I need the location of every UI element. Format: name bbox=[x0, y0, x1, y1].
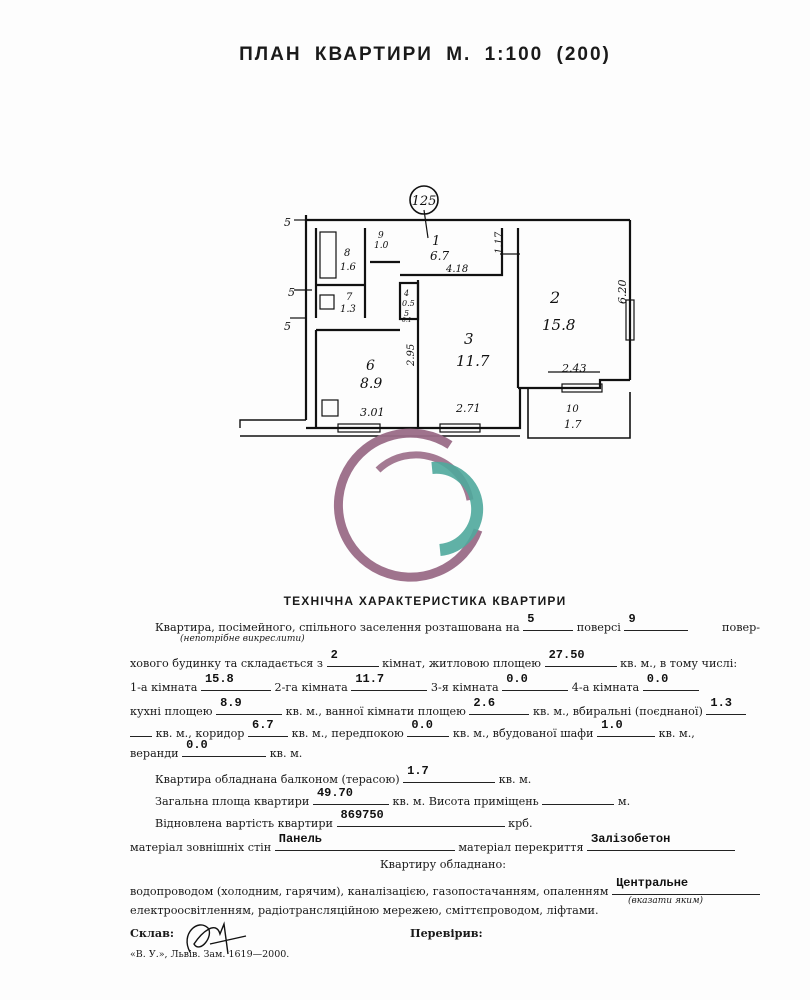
room-8-number: 8 bbox=[344, 248, 351, 259]
wc-field[interactable] bbox=[706, 696, 746, 715]
line-4 bbox=[130, 696, 746, 719]
plan-wall-top bbox=[306, 215, 630, 220]
veranda-km: кв. м. bbox=[269, 747, 303, 760]
room-8-area: 1.6 bbox=[340, 262, 356, 273]
dim-620: 6.20 bbox=[616, 279, 629, 304]
r4-value: 0.0 bbox=[646, 672, 669, 686]
r1-value: 15.8 bbox=[204, 672, 234, 686]
room-4-number: 4 bbox=[404, 289, 410, 298]
r2-value: 11.7 bbox=[355, 672, 385, 686]
plan-stove bbox=[322, 400, 338, 416]
height-label: кв. м. Висота приміщень bbox=[392, 795, 539, 808]
r3-field[interactable] bbox=[502, 672, 568, 691]
line-balcony bbox=[155, 764, 532, 787]
dim-243: 2.43 bbox=[562, 362, 587, 375]
balcony-label: Квартира обладнана балконом (терасою) bbox=[155, 773, 400, 786]
walls-label: матеріал зовнішніх стін bbox=[130, 841, 272, 854]
r1-label: 1-а кімната bbox=[130, 681, 198, 694]
room-2-number: 2 bbox=[550, 288, 561, 307]
line-6 bbox=[130, 738, 303, 761]
living-area-value: 27.50 bbox=[548, 648, 585, 662]
room-3-area: 11.7 bbox=[456, 352, 490, 370]
room-2-area: 15.8 bbox=[542, 316, 576, 334]
room-6-area: 8.9 bbox=[360, 376, 383, 392]
room-5-area: 0.1 bbox=[402, 317, 412, 324]
balcony-value: 1.7 bbox=[407, 764, 429, 778]
plan-ground-line bbox=[240, 420, 306, 428]
hall-value: 0.0 bbox=[411, 718, 433, 732]
room-1-area: 6.7 bbox=[430, 249, 450, 263]
cost-field[interactable] bbox=[337, 808, 505, 827]
room-6-number: 6 bbox=[366, 358, 375, 374]
room-9-number: 9 bbox=[378, 231, 384, 241]
side-mark-2: 5 bbox=[288, 286, 295, 299]
floors-mat-value: Залізобетон bbox=[591, 832, 671, 846]
line-5-lead-blank bbox=[130, 724, 152, 737]
cost-label: Відновлена вартість квартири bbox=[155, 817, 333, 830]
line-1-text-b: поверсі bbox=[576, 621, 621, 634]
corridor-value: 6.7 bbox=[252, 718, 274, 732]
room-10-number: 10 bbox=[566, 404, 579, 415]
side-mark-1: 5 bbox=[284, 216, 291, 229]
side-mark-3: 5 bbox=[284, 320, 291, 333]
r2-field[interactable] bbox=[351, 672, 427, 691]
plan-sink bbox=[320, 295, 334, 309]
utilities-text: водопроводом (холодним, гарячим), каналізацією, газопостачанням, опаленням bbox=[130, 885, 609, 898]
dim-295: 2.95 bbox=[406, 343, 417, 366]
dim-301: 3.01 bbox=[360, 406, 385, 419]
closet-label: кв. м., вбудованої шафи bbox=[452, 727, 594, 740]
plan-title: ПЛАН КВАРТИРИ М. 1:100 (200) bbox=[239, 44, 611, 65]
kitchen-value: 8.9 bbox=[220, 696, 242, 710]
room-5-number: 5 bbox=[404, 309, 410, 318]
room-7-area: 1.3 bbox=[340, 304, 356, 315]
floor-value: 5 bbox=[527, 612, 535, 626]
compiled-label: Склав: bbox=[130, 926, 175, 940]
note-strike: (непотрібне викреслити) bbox=[180, 634, 305, 644]
line-2 bbox=[130, 648, 738, 671]
line-1-text-c: повер- bbox=[722, 621, 761, 634]
r4-label: 4-а кімната bbox=[571, 681, 640, 694]
room-9-area: 1.0 bbox=[374, 241, 389, 251]
tech-title: ТЕХНІЧНА ХАРАКТЕРИСТИКА КВАРТИРИ bbox=[283, 594, 567, 608]
cost-value: 869750 bbox=[340, 808, 384, 822]
total-label: Загальна площа квартири bbox=[155, 795, 310, 808]
footer-print: «В. У.», Львів. Зам. 1619—2000. bbox=[130, 949, 290, 960]
floor-field[interactable] bbox=[523, 612, 573, 631]
height-m: м. bbox=[617, 795, 631, 808]
floors-total-value: 9 bbox=[628, 612, 636, 626]
heating-value: Центральне bbox=[616, 876, 689, 890]
bath-field[interactable] bbox=[469, 696, 529, 715]
walls-value: Панель bbox=[278, 832, 322, 846]
room-1-number: 1 bbox=[432, 234, 441, 249]
bath-value: 2.6 bbox=[473, 696, 496, 710]
floors-mat-field[interactable] bbox=[587, 832, 735, 851]
height-field[interactable] bbox=[542, 792, 614, 805]
r4-field[interactable] bbox=[643, 672, 699, 691]
hall-label: кв. м., передпокою bbox=[291, 727, 404, 740]
line-1-text-a: Квартира, посімейного, спільного заселення розташована на bbox=[155, 621, 520, 634]
veranda-field[interactable] bbox=[182, 738, 266, 757]
floors-mat-label: матеріал перекриття bbox=[458, 841, 584, 854]
wc-label: кв. м., вбиральні (поєднаної) bbox=[532, 705, 703, 718]
r3-value: 0.0 bbox=[506, 672, 528, 686]
heating-note: (вказати яким) bbox=[628, 896, 704, 906]
living-area-field[interactable] bbox=[545, 648, 617, 667]
closet-field[interactable] bbox=[597, 718, 655, 737]
dim-418: 4.18 bbox=[446, 264, 469, 275]
r3-label: 3-я кімната bbox=[430, 681, 499, 694]
room-10-area: 1.7 bbox=[564, 418, 582, 431]
watermark-logo bbox=[338, 433, 478, 577]
r2-label: 2-га кімната bbox=[274, 681, 348, 694]
plan-marker-label: 125 bbox=[411, 194, 437, 209]
total-field[interactable] bbox=[313, 786, 389, 805]
bath-label: кв. м., ванної кімнати площею bbox=[285, 705, 466, 718]
plan-bathtub bbox=[320, 232, 336, 278]
balcony-km: кв. м. bbox=[498, 773, 532, 786]
line-2-text-b: кімнат, житловою площею bbox=[382, 657, 542, 670]
total-value: 49.70 bbox=[316, 786, 353, 800]
equipped-heading: Квартиру обладнано: bbox=[380, 858, 506, 871]
corridor-field[interactable] bbox=[248, 718, 288, 737]
line-2-text-c: кв. м., в тому числі: bbox=[620, 657, 738, 670]
wc-value: 1.3 bbox=[710, 696, 733, 710]
room-7-number: 7 bbox=[346, 292, 353, 303]
line-total bbox=[155, 786, 631, 809]
line-materials bbox=[130, 832, 735, 855]
kitchen-field[interactable] bbox=[216, 696, 282, 715]
dim-117: 1.17 bbox=[494, 231, 505, 254]
corridor-label: кв. м., коридор bbox=[155, 727, 245, 740]
line-5-km: кв. м., bbox=[658, 727, 695, 740]
hall-field[interactable] bbox=[407, 718, 449, 737]
balcony-field[interactable] bbox=[403, 764, 495, 783]
line-utilities-2: електроосвітленням, радіотрансляційною мережею, сміттєпроводом, ліфтами. bbox=[130, 904, 599, 917]
kitchen-label: кухні площею bbox=[130, 705, 213, 718]
rooms-count-value: 2 bbox=[330, 648, 338, 662]
line-3 bbox=[130, 672, 699, 695]
veranda-label: веранди bbox=[130, 747, 179, 760]
room-4-area: 0.5 bbox=[402, 299, 415, 308]
cost-krb: крб. bbox=[508, 817, 533, 830]
checked-label: Перевірив: bbox=[410, 926, 483, 940]
floors-total-field[interactable] bbox=[624, 612, 688, 631]
dim-271: 2.71 bbox=[456, 402, 481, 415]
walls-field[interactable] bbox=[275, 832, 455, 851]
rooms-count-field[interactable] bbox=[327, 648, 379, 667]
line-2-text-a: хового будинку та складається з bbox=[130, 657, 324, 670]
line-5 bbox=[130, 718, 695, 741]
line-cost bbox=[155, 808, 533, 831]
veranda-value: 0.0 bbox=[186, 738, 208, 752]
r1-field[interactable] bbox=[201, 672, 271, 691]
closet-value: 1.0 bbox=[601, 718, 623, 732]
room-3-number: 3 bbox=[464, 330, 474, 348]
